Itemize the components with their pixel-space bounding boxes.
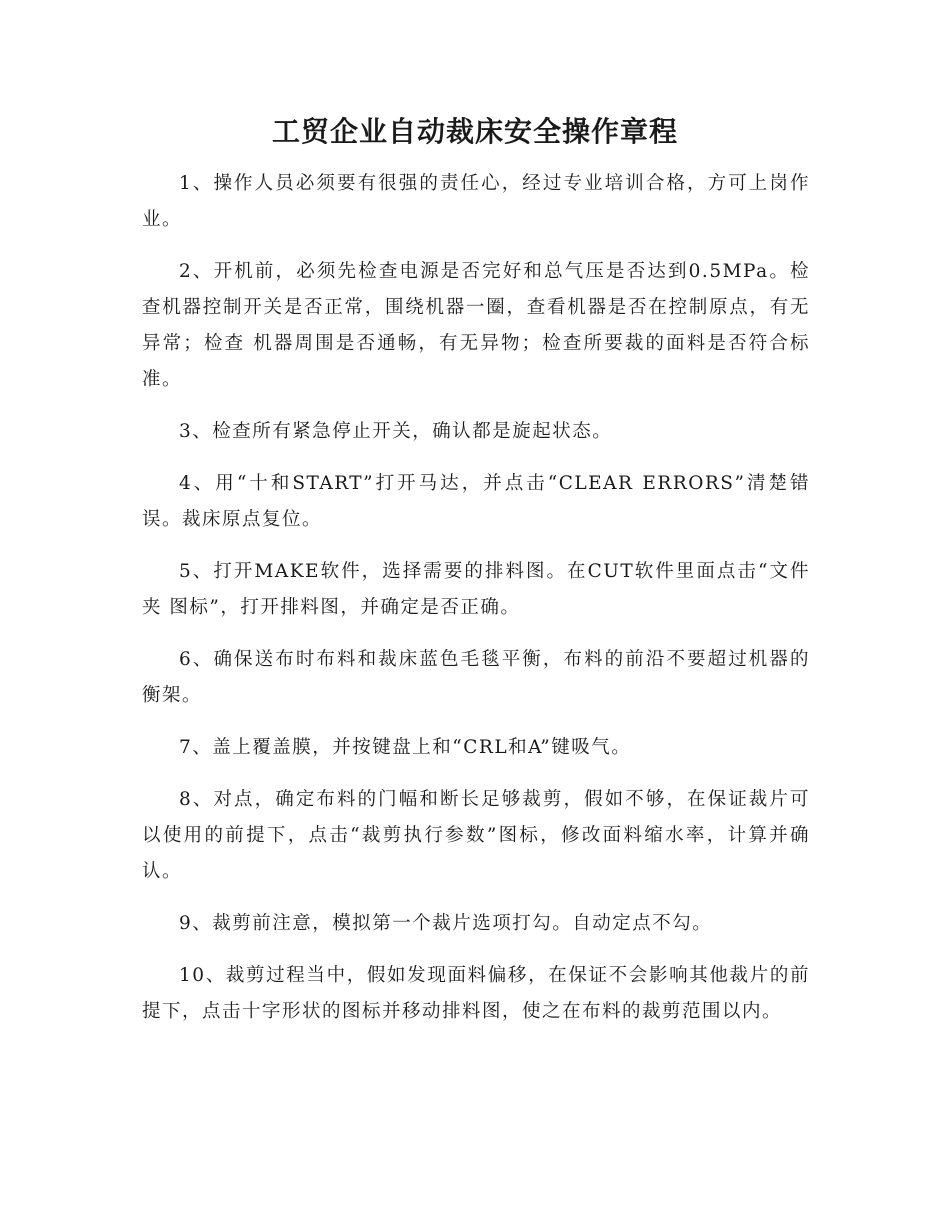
paragraph-2: 2、开机前，必须先检查电源是否完好和总气压是否达到0.5MPa。检查机器控制开关是否正常，围绕机器一圈，查看机器是否在控制原点，有无异常；检查 机器周围是否通畅，有无异物；检查所要裁的面料是否符合标准。 (142, 261, 810, 390)
paragraph-6: 6、确保送布时布料和裁床蓝色毛毯平衡，布料的前沿不要超过机器的衡架。 (142, 649, 810, 706)
paragraph-9: 9、裁剪前注意，模拟第一个裁片选项打勾。自动定点不勾。 (179, 913, 713, 934)
paragraph-4: 4、用“十和START”打开马达，并点击“CLEAR ERRORS”清楚错误。裁床原点复位。 (142, 473, 810, 530)
paragraph-10: 10、裁剪过程当中，假如发现面料偏移，在保证不会影响其他裁片的前提下，点击十字形状的图标并移动排料图，使之在布料的裁剪范围以内。 (142, 965, 810, 1022)
paragraph-5: 5、打开MAKE软件，选择需要的排料图。在CUT软件里面点击“文件夹 图标”，打开排料图，并确定是否正确。 (142, 561, 810, 618)
paragraph-1: 1、操作人员必须要有很强的责任心，经过专业培训合格，方可上岗作业。 (142, 173, 810, 230)
paragraph-3: 3、检查所有紧急停止开关，确认都是旋起状态。 (179, 421, 613, 442)
paragraph-8: 8、对点，确定布料的门幅和断长足够裁剪，假如不够，在保证裁片可以使用的前提下，点击“裁剪执行参数”图标，修改面料缩水率，计算并确认。 (142, 789, 810, 882)
document-body (142, 166, 810, 1046)
document-title: 工贸企业自动裁床安全操作章程 (271, 115, 678, 148)
paragraph-7: 7、盖上覆盖膜，并按键盘上和“CRL和A”键吸气。 (179, 737, 632, 758)
